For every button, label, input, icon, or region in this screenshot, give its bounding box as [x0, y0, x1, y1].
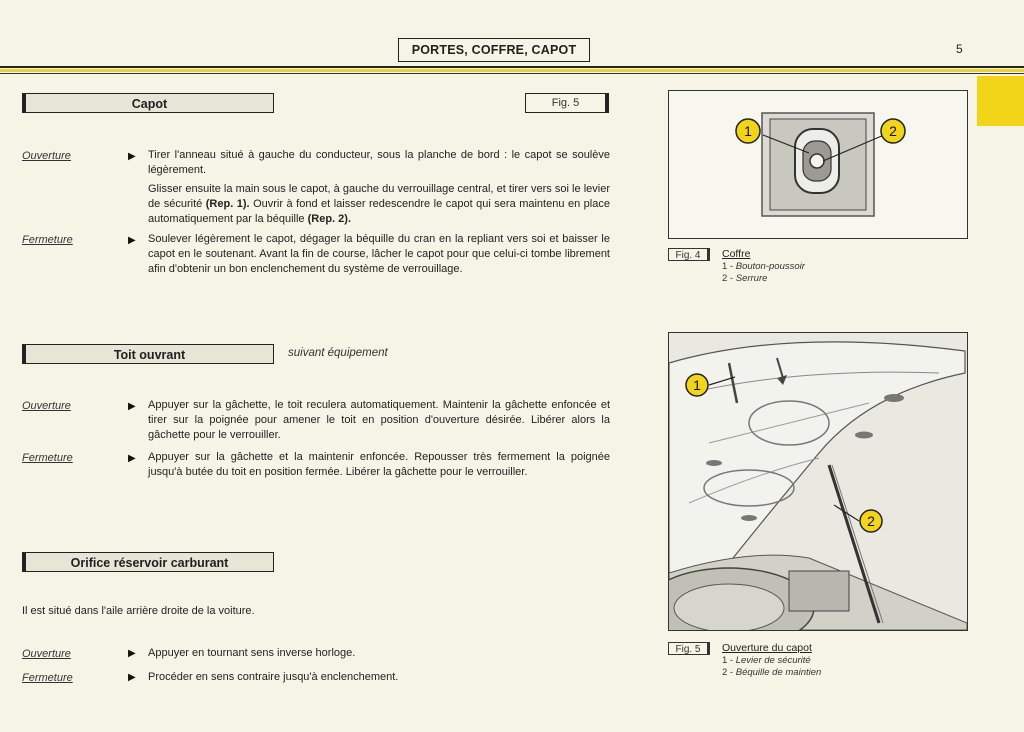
section-title-capot: Capot [22, 93, 274, 113]
label-orifice-fermeture: Fermeture [22, 672, 73, 684]
bullet-arrow-icon: ▶ [128, 151, 136, 162]
fig4-callout-2: 2 [889, 123, 897, 139]
fig5-ref: Fig. 5 [668, 642, 710, 655]
bullet-arrow-icon: ▶ [128, 235, 136, 246]
fig4-callout-1: 1 [744, 123, 752, 139]
fig5-title: Ouverture du capot [722, 642, 812, 654]
section-title-orifice: Orifice réservoir carburant [22, 552, 274, 572]
bullet-arrow-icon: ▶ [128, 401, 136, 412]
fig4-item-1: 1 - Bouton-poussoir [722, 261, 805, 272]
bullet-arrow-icon: ▶ [128, 453, 136, 464]
trunk-lock-drawing [669, 91, 967, 238]
header-rule-yellow [0, 69, 1024, 72]
fig5-item-2: 2 - Béquille de maintien [722, 667, 822, 678]
fig4-ref: Fig. 4 [668, 248, 710, 261]
fig5-callout-2: 2 [867, 513, 875, 529]
fig5-illustration [668, 332, 968, 631]
capot-ouverture-text [148, 148, 610, 227]
section-title-toit: Toit ouvrant [22, 344, 274, 364]
fig4-title: Coffre [722, 248, 751, 260]
capot-fermeture-text: Soulever légèrement le capot, dégager la béquille du cran en la repliant vers soi et baisser le capot en le soutenant. Avant la fin de course, lâcher le capot pour que celui-ci tombe librement afin d'obtenir un bon enclenchement du système de verrouillage. [148, 233, 610, 275]
toit-ouverture-text: Appuyer sur la gâchette, le toit reculera automatiquement. Maintenir la gâchette enfoncée et tirer sur la poignée pour amener le toit en position d'ouverture désirée. Libérer alors la gâchette pour le verrouiller. [148, 399, 610, 441]
label-capot-fermeture: Fermeture [22, 234, 73, 246]
hood-open-drawing [669, 333, 967, 630]
label-toit-ouverture: Ouverture [22, 400, 71, 412]
bullet-arrow-icon: ▶ [128, 648, 136, 659]
label-capot-ouverture: Ouverture [22, 150, 71, 162]
header-rule-lower [0, 73, 1024, 74]
orifice-fermeture-text: Procéder en sens contraire jusqu'à enclenchement. [148, 671, 399, 683]
orifice-ouverture-text: Appuyer en tournant sens inverse horloge. [148, 647, 356, 659]
fig5-item-1: 1 - Levier de sécurité [722, 655, 811, 666]
fig4-illustration [668, 90, 968, 239]
header-rule [0, 66, 1024, 68]
capot-ouverture-p2: Glisser ensuite la main sous le capot, à gauche du verrouillage central, et tirer vers soi le levier de sécurité (Rep. 1). Ouvrir à fond et laisser redescendre le capot qui sera maintenu en place automatiquement par la béquille (Rep. 2). [148, 183, 610, 225]
fig5-callout-1: 1 [693, 377, 701, 393]
toit-note: suivant équipement [288, 347, 388, 359]
fig4-item-2: 2 - Serrure [722, 273, 768, 284]
capot-ouverture-p1: Tirer l'anneau situé à gauche du conducteur, sous la planche de bord : le capot se soulève légèrement. [148, 149, 610, 176]
orifice-intro: Il est situé dans l'aile arrière droite de la voiture. [22, 605, 255, 617]
label-toit-fermeture: Fermeture [22, 452, 73, 464]
toit-fermeture-text: Appuyer sur la gâchette et la maintenir enfoncée. Repousser très fermement la poignée jusqu'à butée du toit en position fermée. Libérer la gâchette pour le verrouiller. [148, 451, 610, 478]
page-number: 5 [956, 42, 963, 56]
label-orifice-ouverture: Ouverture [22, 648, 71, 660]
bullet-arrow-icon: ▶ [128, 672, 136, 683]
fig-ref-capot: Fig. 5 [525, 93, 609, 113]
chapter-tab [977, 76, 1024, 126]
page-title: PORTES, COFFRE, CAPOT [398, 38, 590, 62]
